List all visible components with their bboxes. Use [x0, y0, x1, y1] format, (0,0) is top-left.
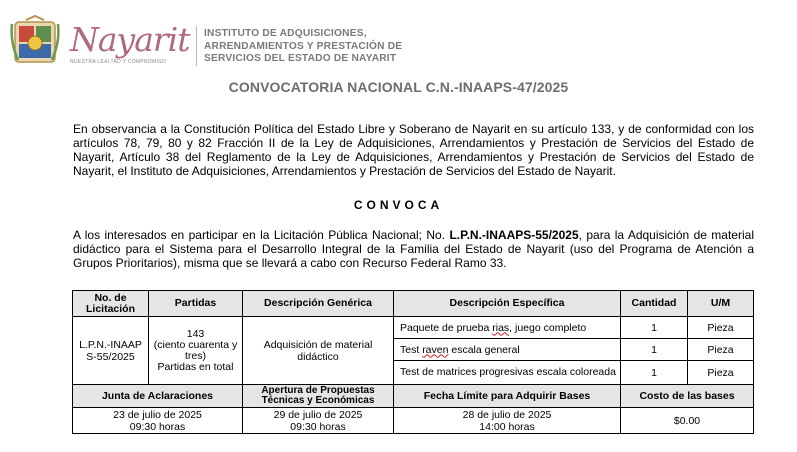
brand-name: Nayarit: [70, 20, 190, 59]
junta-time: 09:30 horas: [129, 420, 186, 433]
item-text-flagged: raven: [422, 343, 449, 356]
unit-cell: Pieza: [688, 361, 754, 385]
table-row: [73, 317, 754, 339]
specific-description-cell: Test de matrices progresivas escala coloreada: [394, 361, 621, 385]
partidas-words: (ciento cuarenta y tres): [153, 338, 238, 362]
invitation-paragraph: [73, 228, 754, 270]
specific-description-cell: [394, 339, 621, 361]
table-header-row: [73, 385, 754, 408]
header-cell: U/M: [688, 291, 754, 317]
generic-description-cell: Adquisición de material didáctico: [243, 317, 394, 385]
junta-date: 23 de julio de 2025: [113, 408, 202, 421]
partidas-count: 143: [186, 327, 205, 340]
tender-table: [72, 290, 754, 434]
invitation-text-end: , para la Adquisición de material didáctico para el Sistema para el Desarrollo Integral de la Familia del Estado de Nayarit (uso del Programa de Atención a Grupos Prioritarios), misma que se llevará a cabo con Recurso Federal Ramo 33.: [73, 228, 754, 270]
convoca-heading: CONVOCA: [353, 198, 444, 212]
letterhead: [8, 14, 428, 70]
tender-number: L.P.N.-INAAPS-55/2025: [449, 228, 579, 242]
quantity-cell: 1: [621, 361, 688, 385]
header-cell: Descripción Específica: [394, 291, 621, 317]
item-text: Paquete de prueba: [400, 321, 493, 334]
unit-cell: Pieza: [688, 317, 754, 339]
state-crest-logo: [8, 14, 62, 68]
item-text-flagged: rias: [492, 321, 510, 334]
unit-cell: Pieza: [688, 339, 754, 361]
apertura-date: 29 de julio de 2025: [273, 408, 363, 421]
brand-motto: NUESTRA LEALTAD Y COMPROMISO: [70, 59, 167, 65]
specific-description-cell: [394, 317, 621, 339]
quantity-cell: 1: [621, 339, 688, 361]
header-cell: No. de Licitación: [73, 291, 149, 317]
header-cell: Apertura de Propuestas Técnicas y Económicas: [243, 385, 394, 408]
fecha-limite-time: 14:00 horas: [479, 420, 535, 433]
item-text: , juego completo: [509, 321, 587, 334]
partidas-label: Partidas en total: [157, 360, 234, 373]
costo-cell: $0.00: [621, 408, 754, 434]
intro-paragraph: En observancia a la Constitución Política del Estado Libre y Soberano de Nayarit en su artículo 133, y de conformidad con los artículos 78, 79, 80 y 82 Fracción II de la Ley de Adquisiciones, Arrendamientos y Prestación de Servicios del Estado de Nayarit, Artículo 38 del Reglamento de la Ley de Adquisiciones, Arrendamientos y Prestación de Servicios del Estado de Nayarit, el Instituto de Adquisiciones, Arrendamientos y Prestación de Servicios del Estado de Nayarit.: [73, 122, 754, 178]
header-cell: Descripción Genérica: [243, 291, 394, 317]
header-divider: [196, 26, 197, 66]
item-text: escala general: [448, 343, 520, 356]
junta-cell: [73, 408, 243, 434]
header-cell: Partidas: [149, 291, 243, 317]
quantity-cell: 1: [621, 317, 688, 339]
apertura-cell: [243, 408, 394, 434]
table-row: [73, 408, 754, 434]
institution-line: ARRENDAMIENTOS Y PRESTACIÓN DE: [204, 40, 403, 52]
invitation-text-start: A los interesados en participar en la Licitación Pública Nacional; No.: [73, 228, 450, 242]
header-cell: Costo de las bases: [621, 385, 754, 408]
fecha-limite-cell: [394, 408, 621, 434]
apertura-time: 09:30 horas: [290, 420, 346, 433]
institution-line: SERVICIOS DEL ESTADO DE NAYARIT: [204, 53, 397, 64]
table-header-row: [73, 291, 754, 317]
institution-line: INSTITUTO DE ADQUISICIONES,: [204, 28, 367, 39]
institution-name: [204, 28, 402, 66]
fecha-limite-date: 28 de julio de 2025: [462, 408, 552, 421]
header-cell: Junta de Aclaraciones: [73, 385, 243, 408]
partidas-cell: [149, 317, 243, 385]
header-cell: Fecha Límite para Adquirir Bases: [394, 385, 621, 408]
header-cell: Cantidad: [621, 291, 688, 317]
licitacion-cell: L.P.N.-INAAPS-55/2025: [73, 317, 149, 385]
item-text: Test: [400, 343, 423, 356]
document-title: CONVOCATORIA NACIONAL C.N.-INAAPS-47/2025: [228, 79, 569, 95]
